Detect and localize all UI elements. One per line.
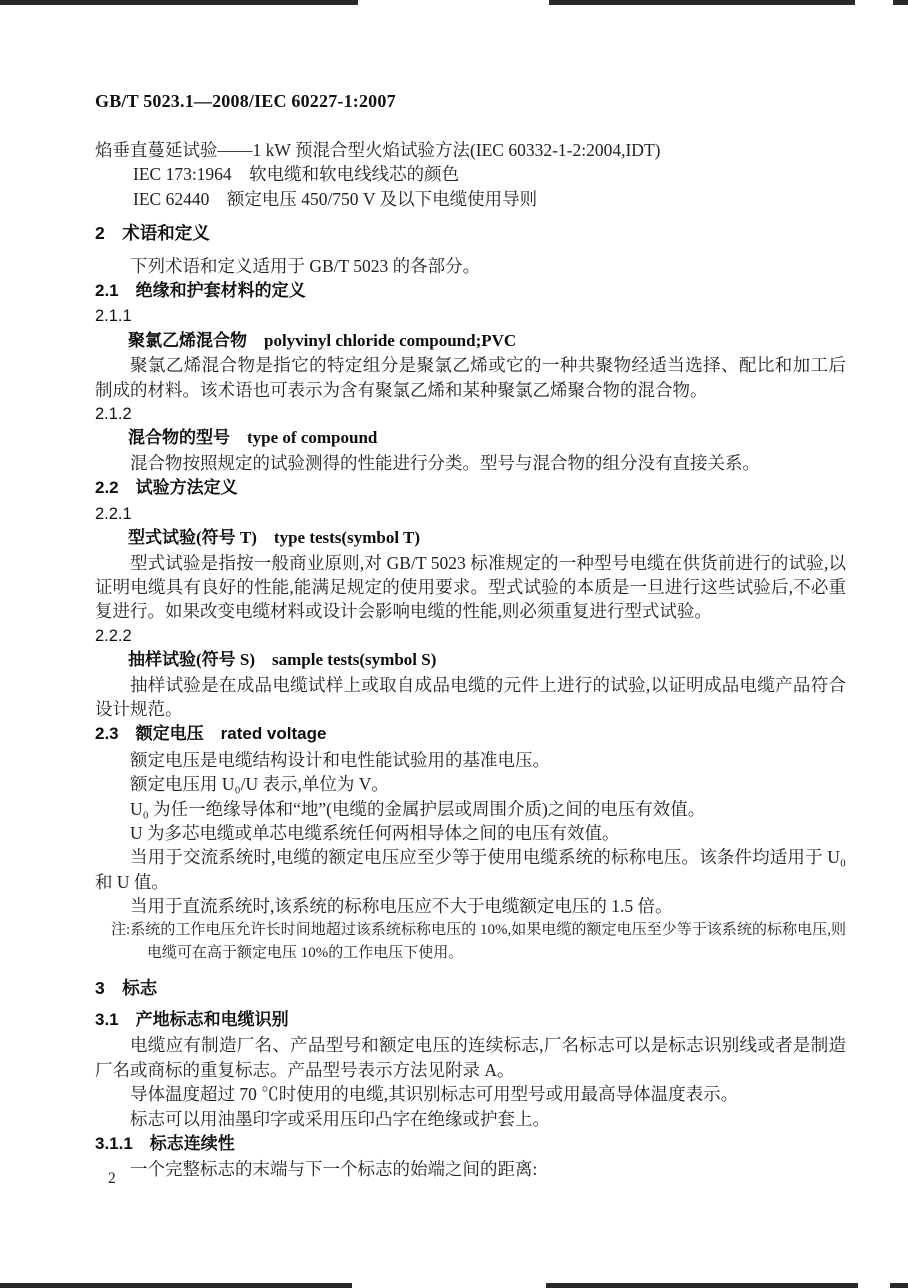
standard-number-header: GB/T 5023.1—2008/IEC 60227-1:2007 [95,91,396,111]
document-content [95,90,846,1182]
term-type-of-compound: 混合物的型号 type of compound [128,428,378,448]
heading-2-1-materials: 2.1 绝缘和护套材料的定义 [95,281,306,301]
paragraph-ac-systems: 当用于交流系统时,电缆的额定电压应至少等于使用电缆系统的标称电压。该条件均适用于 U₀ 和 U 值。 [95,847,846,892]
paragraph-sample-tests: 抽样试验是在成品电缆试样上或取自成品电缆的元件上进行的试验,以证明成品电缆产品符合设计规范。 [95,674,846,719]
scan-edge-artifact-top [549,0,855,5]
paragraph-rated-voltage-basis: 额定电压是电缆结构设计和电性能试验用的基准电压。 [130,749,550,770]
note-operating-voltage: 注:系统的工作电压允许长时间地超过该系统标称电压的 10%,如果电缆的额定电压至少等于该系统的标称电压,则电缆可在高于额定电压 10%的工作电压下使用。 [111,921,846,962]
paragraph-marking-requirement: 电缆应有制造厂名、产品型号和额定电压的连续标志,厂名标志可以是标志识别线或者是制造厂名或商标的重复标志。产品型号表示方法见附录 A。 [95,1035,846,1080]
paragraph-marking-temperature: 导体温度超过 70 ℃时使用的电缆,其识别标志可用型号或用最高导体温度表示。 [130,1084,739,1105]
paragraph-u-definition: U 为多芯电缆或单芯电缆系统任何两相导体之间的电压有效值。 [130,822,620,843]
reference-item-iec173: IEC 173:1964 软电缆和软电线线芯的颜色 [133,164,460,185]
heading-3-1-1-continuity: 3.1.1 标志连续性 [95,1134,235,1154]
paragraph-pvc-definition: 聚氯乙烯混合物是指它的特定组分是聚氯乙烯或它的一种共聚物经适当选择、配比和加工后制成的材料。该术语也可表示为含有聚氯乙烯和某种聚氯乙烯聚合物的混合物。 [95,355,846,400]
reference-continuation-line: 焰垂直蔓延试验——1 kW 预混合型火焰试验方法(IEC 60332-1-2:2004,IDT) [95,140,661,160]
scan-edge-artifact-top [0,0,358,5]
paragraph-terms-scope: 下列术语和定义适用于 GB/T 5023 的各部分。 [130,255,481,276]
heading-2-3-rated-voltage: 2.3 额定电压 rated voltage [95,724,327,744]
scan-edge-artifact-bottom [890,1283,908,1288]
clause-number-2-1-1: 2.1.1 [95,307,132,326]
paragraph-type-of-compound: 混合物按照规定的试验测得的性能进行分类。型号与混合物的组分没有直接关系。 [130,452,760,473]
scan-edge-artifact-bottom [0,1283,352,1288]
heading-3-1-origin-marking: 3.1 产地标志和电缆识别 [95,1010,289,1029]
term-type-tests: 型式试验(符号 T) type tests(symbol T) [128,528,420,548]
heading-ch3-marking: 3 标志 [95,977,158,998]
paragraph-u0-definition: U₀ 为任一绝缘导体和“地”(电缆的金属护层或周围介质)之间的电压有效值。 [130,798,706,819]
page-number: 2 [108,1170,116,1187]
paragraph-rated-voltage-u0u: 额定电压用 U₀/U 表示,单位为 V。 [130,774,389,795]
document-body [95,138,846,1182]
scan-edge-artifact-top [893,0,908,5]
paragraph-marking-method: 标志可以用油墨印字或采用压印凸字在绝缘或护套上。 [130,1108,550,1129]
heading-2-2-test-methods: 2.2 试验方法定义 [95,478,238,498]
clause-number-2-2-2: 2.2.2 [95,626,132,645]
term-pvc-compound: 聚氯乙烯混合物 polyvinyl chloride compound;PVC [128,330,517,350]
term-sample-tests: 抽样试验(符号 S) sample tests(symbol S) [128,650,437,670]
scan-edge-artifact-bottom [546,1283,858,1288]
paragraph-marking-distance: 一个完整标志的末端与下一个标志的始端之间的距离: [130,1159,538,1180]
paragraph-type-tests: 型式试验是指按一般商业原则,对 GB/T 5023 标准规定的一种型号电缆在供货前进行的试验,以证明电缆具有良好的性能,能满足规定的使用要求。型式试验的本质是一旦进行这些试验后,不必重复进行。如果改变电缆材料或设计会影响电缆的性能,则必须重复进行型式试验。 [95,552,846,622]
clause-number-2-2-1: 2.2.1 [95,504,132,523]
clause-number-2-1-2: 2.1.2 [95,405,132,424]
paragraph-dc-systems: 当用于直流系统时,该系统的标称电压应不大于电缆额定电压的 1.5 倍。 [130,896,673,917]
reference-item-iec62440: IEC 62440 额定电压 450/750 V 及以下电缆使用导则 [133,188,538,209]
heading-ch2-terms-definitions: 2 术语和定义 [95,223,210,244]
